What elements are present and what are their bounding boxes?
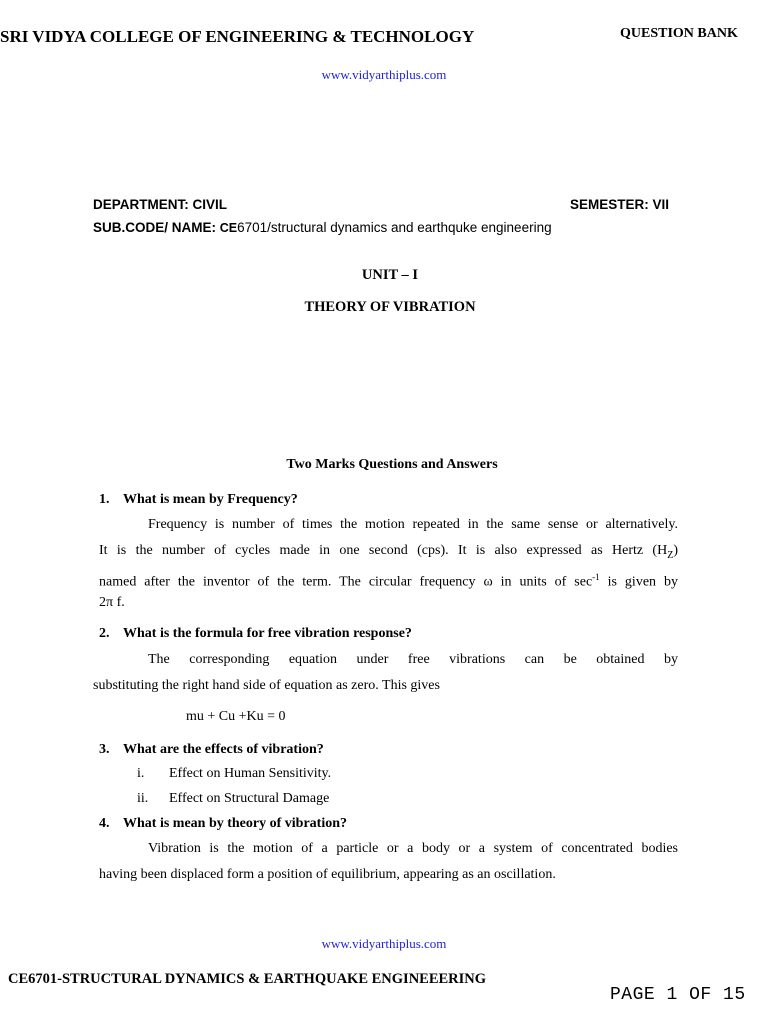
section-title: Two Marks Questions and Answers (286, 457, 498, 472)
answer-line: Frequency is number of times the motion repeated in the same sense or alternatively. (148, 517, 678, 532)
list-item-text: Effect on Structural Damage (169, 791, 330, 806)
subcode-name: 6701/structural dynamics and earthquke engineering (237, 220, 552, 235)
hz-subscript: Z (667, 549, 674, 561)
question-1 (99, 492, 298, 508)
question-text: What are the effects of vibration? (123, 742, 324, 757)
answer-line: having been displaced form a position of equilibrium, appearing as an oscillation. (99, 867, 556, 882)
department-row (93, 197, 669, 212)
department: DEPARTMENT: CIVIL (93, 197, 227, 212)
course-title: CE6701-STRUCTURAL DYNAMICS & EARTHQUAKE ENGINEEERING (8, 971, 487, 987)
list-item-text: Effect on Human Sensitivity. (169, 766, 332, 781)
unit-number: UNIT – I (361, 267, 419, 283)
subject-code (93, 220, 552, 235)
question-text: What is mean by theory of vibration? (123, 816, 347, 831)
roman-numeral: ii. (137, 791, 149, 806)
question-number: 2. (99, 626, 110, 641)
list-item (137, 791, 329, 807)
question-text: What is mean by Frequency? (123, 492, 298, 507)
subcode-label: SUB.CODE/ NAME: (93, 220, 220, 235)
list-item (137, 766, 331, 782)
question-2 (99, 626, 412, 642)
question-4 (99, 816, 347, 832)
answer-1 (99, 512, 678, 616)
roman-numeral: i. (137, 766, 145, 781)
question-3 (99, 742, 324, 758)
answer-4 (99, 836, 678, 888)
doc-type: QUESTION BANK (620, 26, 738, 41)
unit-title: THEORY OF VIBRATION (304, 299, 476, 315)
question-number: 1. (99, 492, 110, 507)
answer-line: Vibration is the motion of a particle or a body or a system of concentrated bodies (148, 841, 678, 856)
answer-line: 2π f. (99, 595, 125, 610)
sec-exponent: -1 (592, 572, 600, 582)
formula: mu + Cu +Ku = 0 (186, 709, 286, 724)
page-number: PAGE 1 OF 15 (610, 985, 746, 1005)
answer-line: The corresponding equation under free vibrations can be obtained by (148, 652, 678, 667)
answer-2 (93, 647, 678, 699)
website-top[interactable]: www.vidyarthiplus.com (321, 67, 447, 82)
website-bottom[interactable]: www.vidyarthiplus.com (321, 936, 447, 951)
answer-line: It is the number of cycles made in one second (cps). It is also expressed as Hertz $(H_Z)$ (99, 543, 678, 561)
answer-line: substituting the right hand side of equation as zero. This gives (93, 678, 440, 693)
question-number: 4. (99, 816, 110, 831)
semester: SEMESTER: VII (569, 197, 669, 212)
college-name: SRI VIDYA COLLEGE OF ENGINEERING & TECHNOLOGY (0, 27, 475, 46)
question-text: What is the formula for free vibration response? (123, 626, 412, 641)
subcode-prefix: CE (219, 221, 238, 235)
answer-line: named after the inventor of the term. The circular frequency ω in units of $\sec^{-1}$ is given by (99, 572, 678, 590)
question-number: 3. (99, 742, 110, 757)
